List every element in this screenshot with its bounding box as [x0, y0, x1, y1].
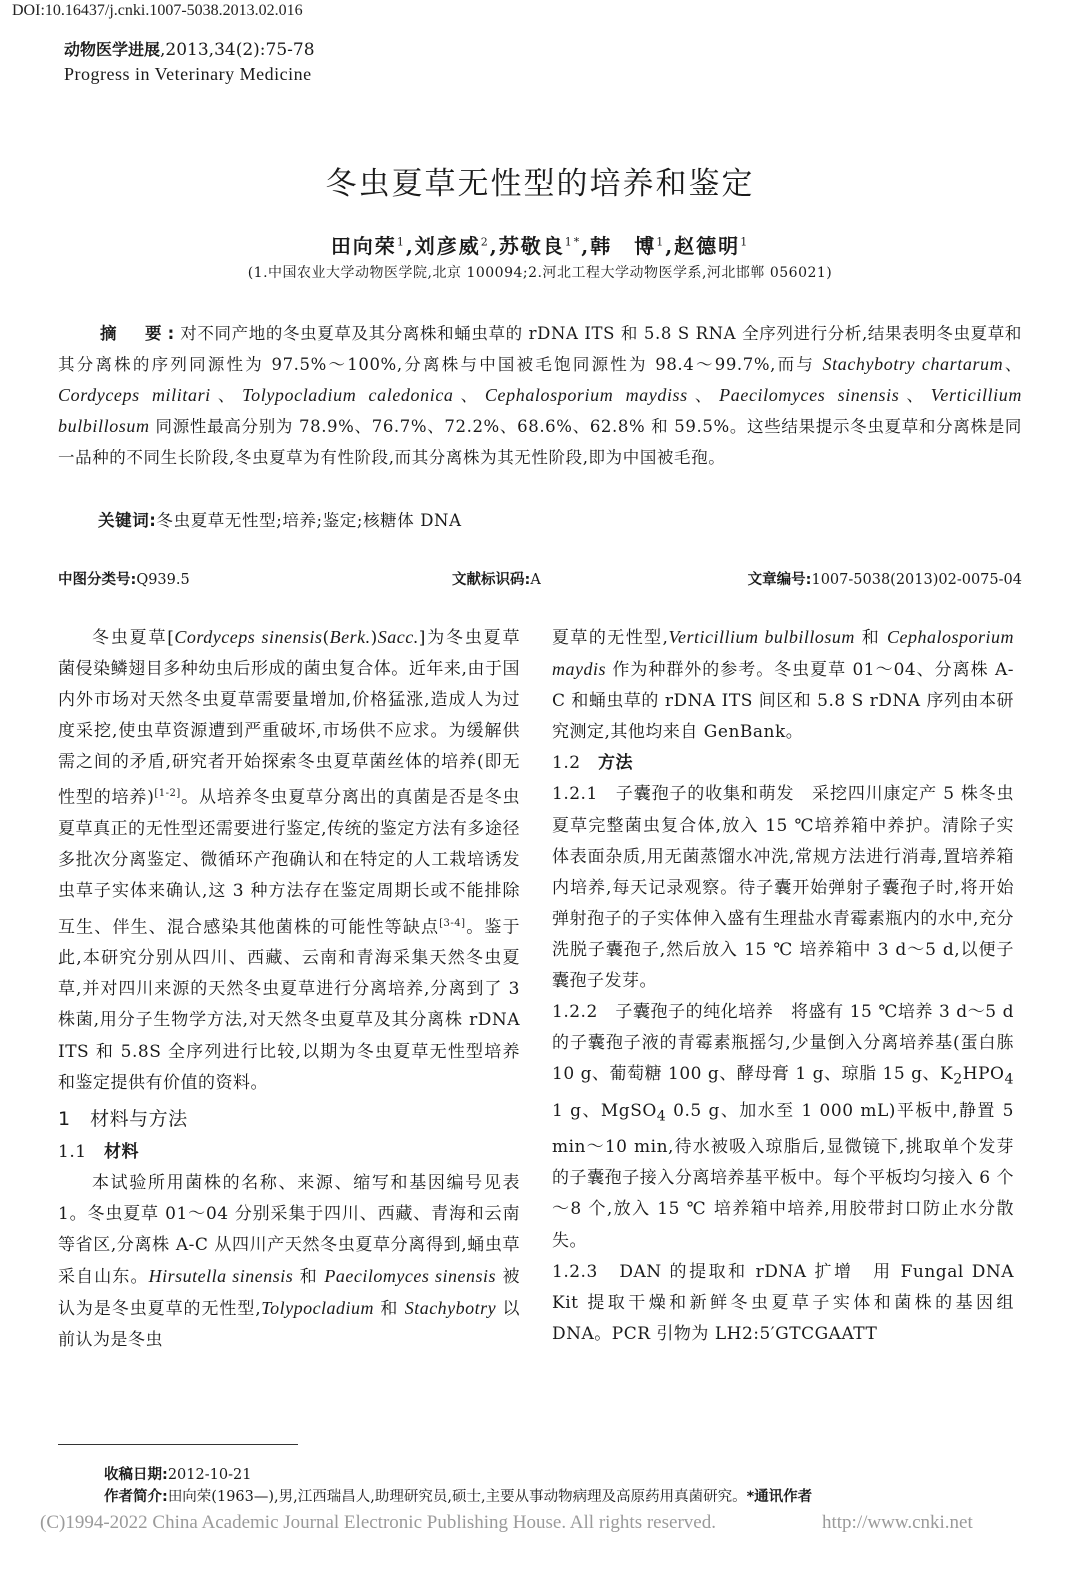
- separator: 、: [210, 386, 243, 405]
- text-run: 。鉴于此,本研究分别从四川、西藏、云南和青海采集天然冬虫夏草,并对四川来源的天然冬虫夏草进行分离培养,分离到了 3 株菌,用分子生物学方法,对天然冬虫夏草及其分离株 rDNA ITS 和 5.8S 全序列进行比较,以期为冬虫夏草无性型培养和鉴定提供有价值的资料。: [58, 917, 521, 1093]
- section-heading: 1 材料与方法: [58, 1107, 188, 1130]
- species-name: Paecilomyces sinensis: [324, 1266, 496, 1287]
- text-run: 冬虫夏草[: [92, 628, 175, 648]
- keywords-text: 冬虫夏草无性型;培养;鉴定;核糖体 DNA: [156, 511, 462, 530]
- subscript: 4: [1004, 1071, 1014, 1088]
- author-affil-mark: 1*: [564, 235, 582, 249]
- author-affil-mark: 2: [480, 235, 490, 249]
- text-run: 1 g、MgSO: [552, 1100, 657, 1121]
- species-name: Hirsutella sinensis: [148, 1266, 294, 1287]
- materials-continued: [552, 622, 1014, 748]
- text-run: 采挖四川康定产 5 株冬虫夏草完整菌虫复合体,放入 15 ℃培养箱中养护。清除子实体表面杂质,用无菌蒸馏水冲洗,常规方法进行消毒,置培养箱内培养,每天记录观察。待子囊开始弹射子囊孢子时,将开始弹射孢子的子实体伸入盛有生理盐水青霉素瓶内的水中,充分洗脱子囊孢子,然后放入 15 ℃ 培养箱中 3 d～5 d,以便子囊孢子发芽。: [552, 784, 1014, 992]
- text-run: 和: [374, 1299, 405, 1320]
- clc-label: 中图分类号:: [58, 572, 137, 588]
- right-column: [552, 622, 1014, 1350]
- received-value: 2012-10-21: [167, 1467, 252, 1483]
- received-date: [104, 1464, 1004, 1486]
- copyright-text: (C)1994-2022 China Academic Journal Electronic Publishing House. All rights reserved.: [40, 1512, 716, 1533]
- doc-value: A: [530, 572, 541, 588]
- journal-issue: ,2013,34(2):75-78: [160, 40, 315, 60]
- text-run: 和: [854, 628, 887, 648]
- method-1-2-2: [552, 997, 1014, 1257]
- species-name: Cordyceps sinensis: [174, 627, 323, 647]
- species-name: Paecilomyces sinensis: [719, 385, 900, 405]
- abstract-label: 摘 要:: [100, 324, 181, 343]
- subsection-number: 1.2: [552, 753, 599, 774]
- text-run: 以前认为是冬虫: [58, 1299, 521, 1351]
- method-title: 1.2.3 DAN 的提取和 rDNA 扩增: [552, 1261, 854, 1282]
- footnote-divider: [58, 1444, 298, 1445]
- author: ,刘彦威: [405, 234, 481, 258]
- keywords-label: 关键词:: [98, 511, 157, 530]
- separator: 、: [687, 386, 720, 405]
- corresponding-label: *通讯作者: [746, 1489, 813, 1505]
- text-run: HPO: [962, 1064, 1005, 1085]
- text-run: 作为种群外的参考。冬虫夏草 01～04、分离株 A-C 和蛹虫草的 rDNA ITS 间区和 5.8 S rDNA 序列由本研究测定,其他均来自 GenBank。: [552, 660, 1014, 743]
- text-run: ]为冬虫夏草菌侵染鳞翅目多种幼虫后形成的菌虫复合体。近年来,由于国内外市场对天然冬虫夏草需要量增加,价格猛涨,造成人为过度采挖,使虫草资源遭到严重破坏,市场供不应求。为缓解供需之间的矛盾,研究者开始探索冬虫夏草菌丝体的培养(即无性型的培养): [58, 628, 520, 809]
- species-name: Cephalosporium maydiss: [484, 385, 688, 405]
- text-run: 用 Fungal DNA Kit 提取干燥和新鲜冬虫夏草子实体和菌株的基因组 DNA。PCR 引物为 LH2:5′GTCGAATT: [552, 1261, 1014, 1344]
- species-name: Verticillium bulbillosum: [668, 627, 855, 647]
- article-title: 冬虫夏草无性型的培养和鉴定: [325, 166, 755, 202]
- subsection-title: 方法: [598, 753, 634, 774]
- species-name: Stachybotry: [404, 1298, 497, 1319]
- species-name: Sacc.: [377, 627, 419, 647]
- subsection-heading: [552, 748, 1014, 779]
- species-name: Cordyceps militari: [58, 385, 211, 405]
- species-name: Cephalosporium maydis: [552, 627, 1015, 680]
- author: ,苏敬良: [489, 234, 565, 258]
- text-run: ): [370, 628, 378, 648]
- author-list: [0, 230, 1080, 259]
- subsection-title: 材料: [104, 1141, 140, 1162]
- citation-ref: [3-4]: [439, 917, 466, 929]
- species-name: Berk.: [329, 627, 371, 647]
- method-1-2-3: [552, 1257, 1014, 1350]
- text-run: 夏草的无性型,: [552, 628, 669, 648]
- doc-label: 文献标识码:: [452, 572, 531, 588]
- method-1-2-1: [552, 779, 1014, 997]
- received-label: 收稿日期:: [104, 1467, 168, 1483]
- bio-text: 田向荣(1963—),男,江西瑞昌人,助理研究员,硕士,主要从事动物病理及高原药用真菌研究。: [167, 1489, 747, 1505]
- author-affil-mark: 1: [656, 235, 666, 249]
- separator: 、: [1003, 355, 1022, 374]
- species-name: Verticillium bulbillosum: [58, 385, 1022, 436]
- materials-paragraph: [58, 1168, 520, 1357]
- subsection-number: 1.1: [58, 1141, 105, 1162]
- keywords: [98, 507, 462, 531]
- journal-header: [64, 38, 315, 86]
- left-column: [58, 622, 520, 1356]
- text-run: 。从培养冬虫夏草分离出的真菌是否是冬虫夏草真正的无性型还需要进行鉴定,传统的鉴定方法有多途径多批次分离鉴定、微循环产孢确认和在特定的人工栽培诱发虫草子实体来确认,这 3 种方法存在鉴定周期长或不能排除互生、伴生、混合感染其他菌株的可能性等缺点: [58, 788, 521, 938]
- author-bio: [104, 1486, 1004, 1508]
- abstract-text: 对不同产地的冬虫夏草及其分离株和蛹虫草的 rDNA ITS 和 5.8 S RNA 全序列进行分析,结果表明冬虫夏草和其分离株的序列同源性为 97.5%～100%,分离株与中国被毛饱同源性为 98.4～99.7%,而与: [58, 324, 1022, 374]
- abstract-text: 同源性最高分别为 78.9%、76.7%、72.2%、68.6%、62.8% 和 59.5%。这些结果提示冬虫夏草和分离株是同一品种的不同生长阶段,冬虫夏草为有性阶段,而其分离株为其无性阶段,即为中国被毛孢。: [58, 417, 1022, 467]
- author-affil-mark: 1: [396, 235, 406, 249]
- subscript: 2: [953, 1071, 963, 1088]
- separator: 、: [899, 386, 931, 405]
- species-name: Stachybotry chartarum: [822, 354, 1004, 374]
- species-name: Tolypocladium: [261, 1298, 375, 1319]
- bio-label: 作者简介:: [104, 1489, 168, 1505]
- separator: 、: [453, 386, 485, 405]
- text-run: 被认为是冬虫夏草的无性型,: [58, 1267, 521, 1320]
- journal-en-name: Progress in Veterinary Medicine: [64, 64, 312, 84]
- author: ,韩 博: [581, 234, 657, 258]
- footnote: [104, 1464, 1004, 1508]
- subscript: 4: [656, 1108, 667, 1125]
- text-run: 和: [293, 1267, 325, 1288]
- text-run: (: [322, 628, 330, 648]
- article-number-value: 1007-5038(2013)02-0075-04: [811, 572, 1022, 588]
- author-affil-mark: 1: [740, 235, 750, 249]
- copyright-line: [40, 1512, 1050, 1534]
- method-title: 1.2.1 子囊孢子的收集和萌发: [552, 784, 795, 805]
- species-name: Tolypocladium caledonica: [242, 385, 454, 405]
- clc-value: Q939.5: [136, 572, 190, 588]
- journal-cn-name: 动物医学进展: [64, 40, 161, 59]
- affiliation: (1.中国农业大学动物医学院,北京 100094;2.河北工程大学动物医学系,河北邯郸 056021): [247, 265, 833, 281]
- subsection-heading: [58, 1137, 520, 1168]
- doi-line: DOI:10.16437/j.cnki.1007-5038.2013.02.016: [12, 2, 303, 19]
- clc-code: [58, 568, 190, 589]
- text-run: 本试验所用菌株的名称、来源、缩写和基因编号见表 1。冬虫夏草 01～04 分别采集于四川、西藏、青海和云南等省区,分离株 A-C 从四川产天然冬虫夏草分离得到,蛹虫草采自山东。: [58, 1172, 520, 1288]
- author: ,赵德明: [665, 234, 741, 258]
- method-title: 1.2.2 子囊孢子的纯化培养: [552, 1002, 774, 1023]
- doc-code: [452, 568, 541, 589]
- article-number: [748, 568, 1022, 589]
- citation-ref: [1-2]: [154, 788, 181, 800]
- cnki-url[interactable]: http://www.cnki.net: [822, 1512, 973, 1533]
- author: 田向荣: [330, 234, 397, 258]
- text-run: 将盛有 15 ℃培养 3 d～5 d 的子囊孢子液的青霉素瓶摇匀,少量倒入分离培养基(蛋白胨 10 g、葡萄糖 100 g、酵母膏 1 g、琼脂 15 g、K: [552, 1002, 1014, 1085]
- abstract: [58, 318, 1022, 473]
- article-number-label: 文章编号:: [747, 572, 812, 588]
- text-run: 0.5 g、加水至 1 000 mL)平板中,静置 5 min～10 min,待水被吸入琼脂后,显微镜下,挑取单个发芽的子囊孢子接入分离培养基平板中。每个平板均匀接入 6 个～8 个,放入 15 ℃ 培养箱中培养,用胶带封口防止水分散失。: [552, 1100, 1014, 1251]
- intro-paragraph: [58, 622, 520, 1099]
